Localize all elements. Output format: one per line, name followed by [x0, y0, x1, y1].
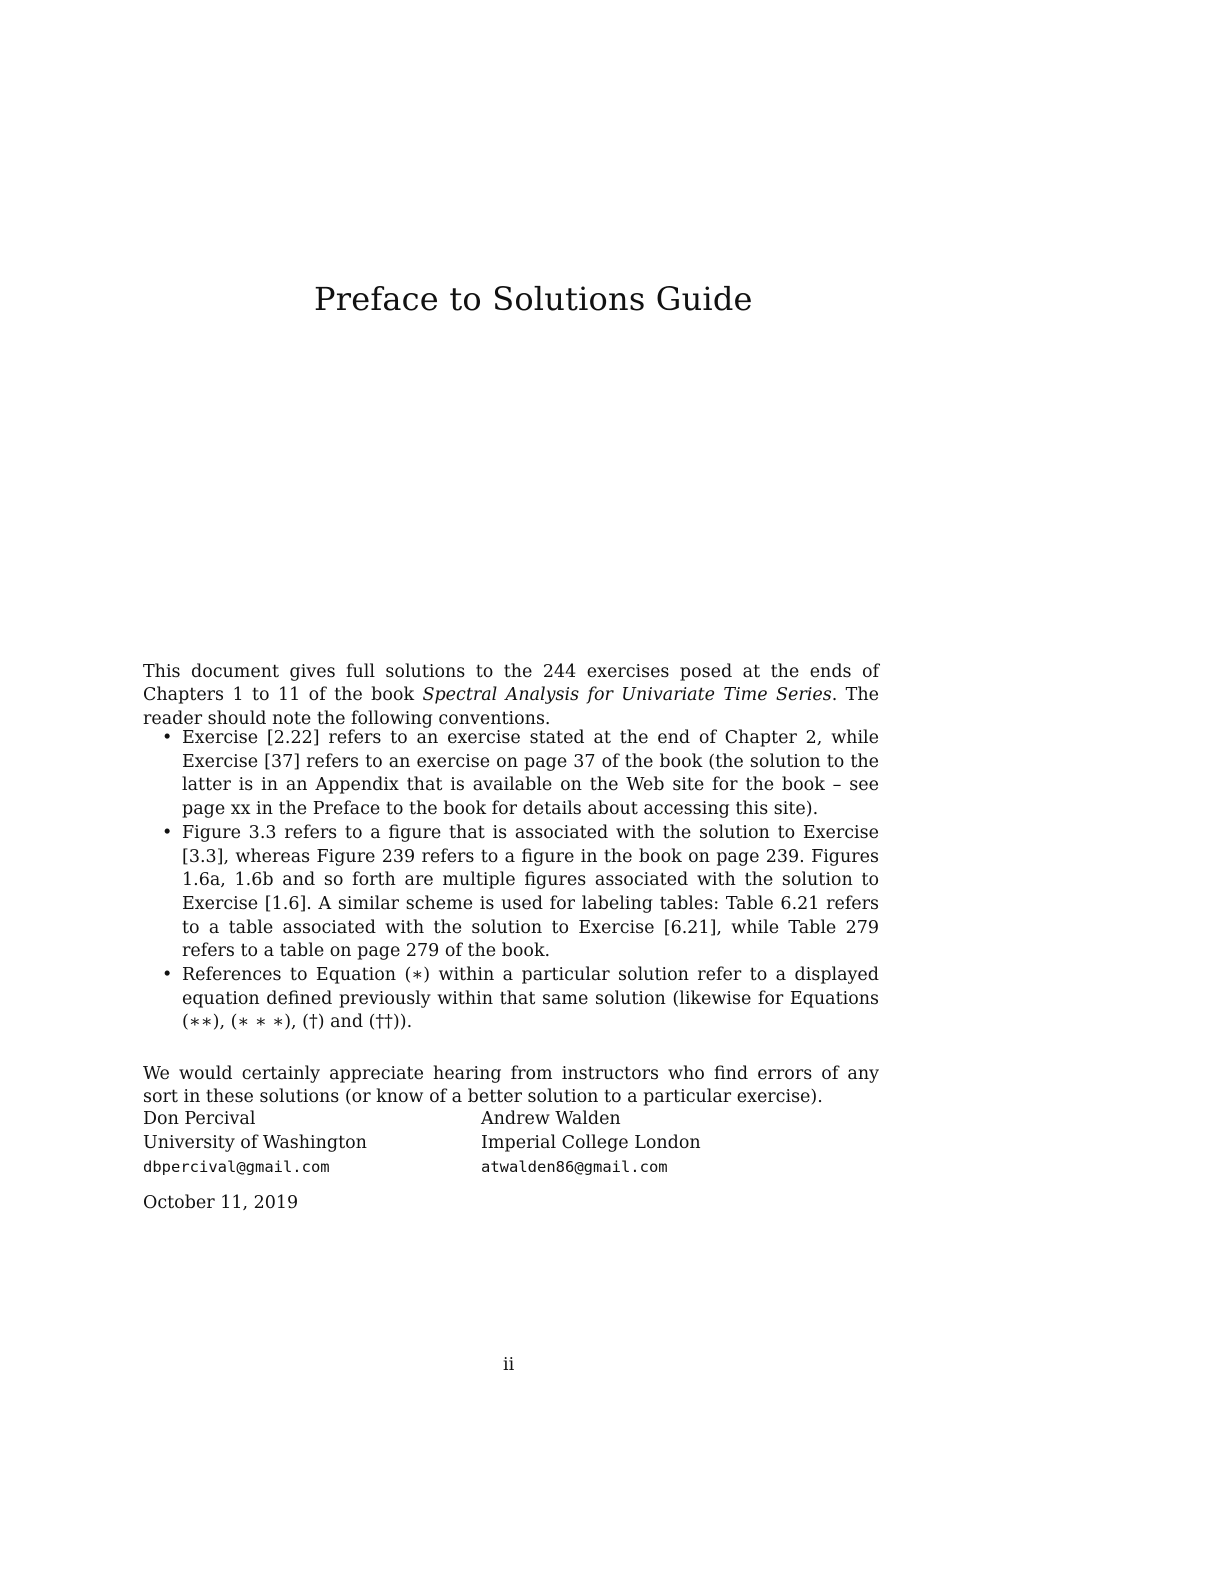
author-email[interactable]: atwalden86@gmail.com — [481, 1158, 668, 1176]
author-email[interactable]: dbpercival@gmail.com — [143, 1158, 330, 1176]
list-item-text: Figure 3.3 refers to a figure that is associated with the solution to Exercise [3.3], whereas Figure 239 refers to a figure in the book on page 239. Figures 1.6a, 1.6b and so forth are multiple figures associated with the solution to Exercise [1.6]. A similar scheme is used for labeling tables: Table 6.21 refers to a table associated with the solution to Exercise [6.21], while Table 279 refers to a table on page 279 of the book. — [182, 822, 879, 962]
list-item — [143, 964, 879, 1035]
list-item — [143, 727, 879, 822]
author-block-percival — [143, 1107, 367, 1179]
bullet-icon: • — [162, 965, 173, 986]
intro-paragraph — [143, 661, 879, 732]
bullet-icon: • — [162, 728, 173, 748]
author-name: Don Percival — [143, 1109, 256, 1129]
author-affiliation: Imperial College London — [481, 1133, 701, 1153]
document-date: October 11, 2019 — [143, 1193, 299, 1213]
conventions-list — [143, 727, 879, 1035]
book-title: Spectral Analysis for Univariate Time Series — [422, 685, 832, 706]
page-number: ii — [503, 1355, 515, 1375]
bullet-icon: • — [162, 822, 173, 843]
list-item-text: Exercise [2.22] refers to an exercise stated at the end of Chapter 2, while Exercise [37] refers to an exercise on page 37 of the book (the solution to the latter is in an Appendix that is available on the Web site for the book – see page xx in the Preface to the book for details about accessing this site). — [182, 728, 879, 820]
list-item-text: References to Equation (∗) within a particular solution refer to a displayed equation defined previously within that same solution (likewise for Equations (∗∗), (∗ ∗ ∗), (†) and (††)). — [182, 965, 879, 1033]
intro-text-before: This document gives full solutions to the 244 exercises posed at the ends of Chapters 1 to 11 of the book — [143, 661, 879, 706]
list-item — [143, 822, 879, 964]
closing-paragraph: We would certainly appreciate hearing from instructors who find errors of any sort in these solutions (or know of a better solution to a particular exercise). — [143, 1063, 879, 1108]
author-name: Andrew Walden — [481, 1109, 621, 1129]
page-title: Preface to Solutions Guide — [314, 280, 753, 318]
author-block-walden — [481, 1107, 701, 1179]
author-affiliation: University of Washington — [143, 1133, 367, 1153]
intro-text-after: . The reader should note the following conventions. — [143, 685, 879, 729]
